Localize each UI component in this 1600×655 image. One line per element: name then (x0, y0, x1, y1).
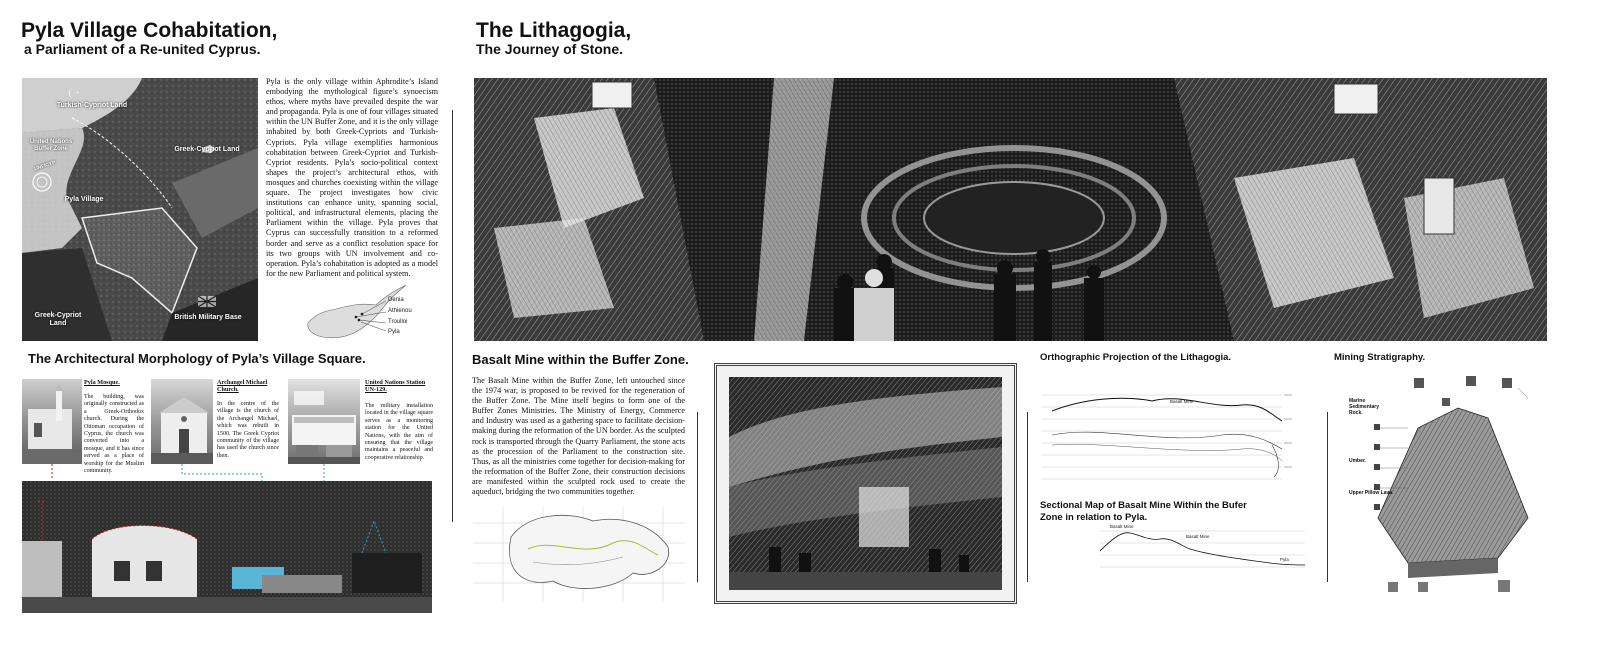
church-title: Archangel Michael Church. (217, 379, 268, 393)
left-subtitle: a Parliament of a Re-united Cyprus. (24, 41, 261, 57)
map-label-british: British Military Base (174, 314, 242, 321)
right-subtitle: The Journey of Stone. (476, 41, 624, 57)
ortho-label-mine: Basalt Mine (1170, 399, 1194, 404)
section-label-mine: Basalt Mine (1110, 524, 1134, 529)
map-label-greek-bottom: Greek-Cypriot Land (34, 312, 82, 327)
mine-illustration-graphic (729, 377, 1002, 590)
mini-map-label-troulloi: Troulloi (388, 319, 408, 325)
village-square-panorama (22, 481, 432, 613)
section-drawing (1100, 515, 1310, 575)
basalt-title: Basalt Mine within the Buffer Zone. (472, 352, 689, 367)
divider-4 (1327, 412, 1328, 582)
map-label-greek-top: Greek-Cypriot Land (174, 146, 240, 153)
panel-divider (452, 110, 453, 522)
strat-label-marine: Marine Sedimentary Rock. (1349, 398, 1380, 416)
ortho-title: Orthographic Projection of the Lithagogia. (1040, 352, 1232, 363)
basalt-plan-drawing (473, 507, 685, 603)
strat-label-pillow-lava: Upper Pillow Lava. (1349, 490, 1394, 496)
mini-map-label-pyla: Pyla (388, 329, 400, 335)
church-text: In the centre of the village is the church of the Archangel Michael, which was rebuilt in 1500. The Greek Cypriot community of the village has used the church since then. (217, 401, 279, 459)
mine-framed-illustration (714, 363, 1017, 604)
left-title: Pyla Village Cohabitation, (21, 19, 278, 42)
mosque-text: The building, was originally constructed as a Greek-Orthodox church. During the Ottoman occupation of Cyprus, the church was converted into a mosque, and it has since served as a place of worship for the Muslim community. (84, 394, 144, 475)
section-title: Sectional Map of Basalt Mine Within the Bufer Zone in relation to Pyla. (1040, 500, 1247, 523)
un-station-text: The military installation located in the village square serves as a monitoring station for the United Nations, with the aim of ensuring that the village maintains a peaceful and cooperative relationship. (365, 403, 433, 461)
strat-title: Mining Stratigraphy. (1334, 352, 1426, 363)
divider-2 (697, 412, 698, 582)
mini-map-label-athienou: Athienou (388, 308, 412, 314)
right-title: The Lithagogia, (476, 19, 632, 42)
map-label-unficyp: UNFICYP (33, 159, 57, 173)
ortho-drawing (1042, 385, 1302, 489)
un-station-title: United Nations Station UN-129. (365, 379, 426, 393)
map-label-pyla: Pyla Village (64, 196, 104, 203)
lithagogia-illustration-graphic (474, 78, 1547, 341)
intro-text: Pyla is the only village within Aphrodite’s Island embodying the mythological figure’s synoecism ethos, where myths have prevailed despite the war and propaganda. Pyla is one of four villages situated within the UN Buffer Zone, and it is the only village inhabited by both Greek-Cypriots and Turkish-Cypriots. Pyla village exemplifies harmonious cohabitation between Greek-Cypriot and Turkish-Cypriot residents. Pyla’s socio-political context shapes the project’s architectural ethos, with mosques and churches coexisting within the village square. The project investigates how civic institutions can enhance unity, spanning social, political, and infrastructural elements, placing the Parliament within the village. Pyla proves that Cyprus can successfully transition to a reformed border and serve as a conflict resolution space for its two groups with UN involvement and co-operation. Pyla’s cohabitation is adopted as a model for the new Parliament and political system. (266, 77, 438, 278)
map-label-un: United Nations Buffer Zone (29, 139, 73, 152)
mini-map-label-denia: Denia (388, 297, 404, 303)
strat-label-umber: Umber. (1349, 458, 1366, 464)
divider-3 (1027, 412, 1028, 582)
morphology-title: The Architectural Morphology of Pyla’s Village Square. (28, 351, 366, 366)
mosque-title: Pyla Mosque. (84, 379, 120, 386)
section-label-mine-2: Basalt Mine (1186, 534, 1210, 539)
section-label-pyla: Pyla (1280, 557, 1289, 562)
basalt-plan-graphic (473, 507, 685, 603)
basalt-text: The Basalt Mine within the Buffer Zone, left untouched since the 1974 war, is proposed to be revived for the regeneration of the Buffer Zone. The Mine itself begins to form one of the Buffer Zones Ministries. The Ministry of Energy, Commerce and Industry was used as a gathering space to facilitate decision-making during the reformation of the UN border. As the sculpted rock is transported through the Quarry Parliament, the stone acts as the procession of the Parliament to the construction site. Thus, as all the ministries come together for decision-making for the reformation of the Buffer Zone, their construction decisions are manifested within the sculpted rock used to create the aqueduct, bridging the two communities together. (472, 376, 685, 497)
mine-illustration-inner (729, 377, 1002, 590)
map-label-turkish: Turkish-Cypriot Land (56, 102, 128, 109)
panorama-graphic (22, 481, 432, 613)
lithagogia-illustration (474, 78, 1547, 341)
